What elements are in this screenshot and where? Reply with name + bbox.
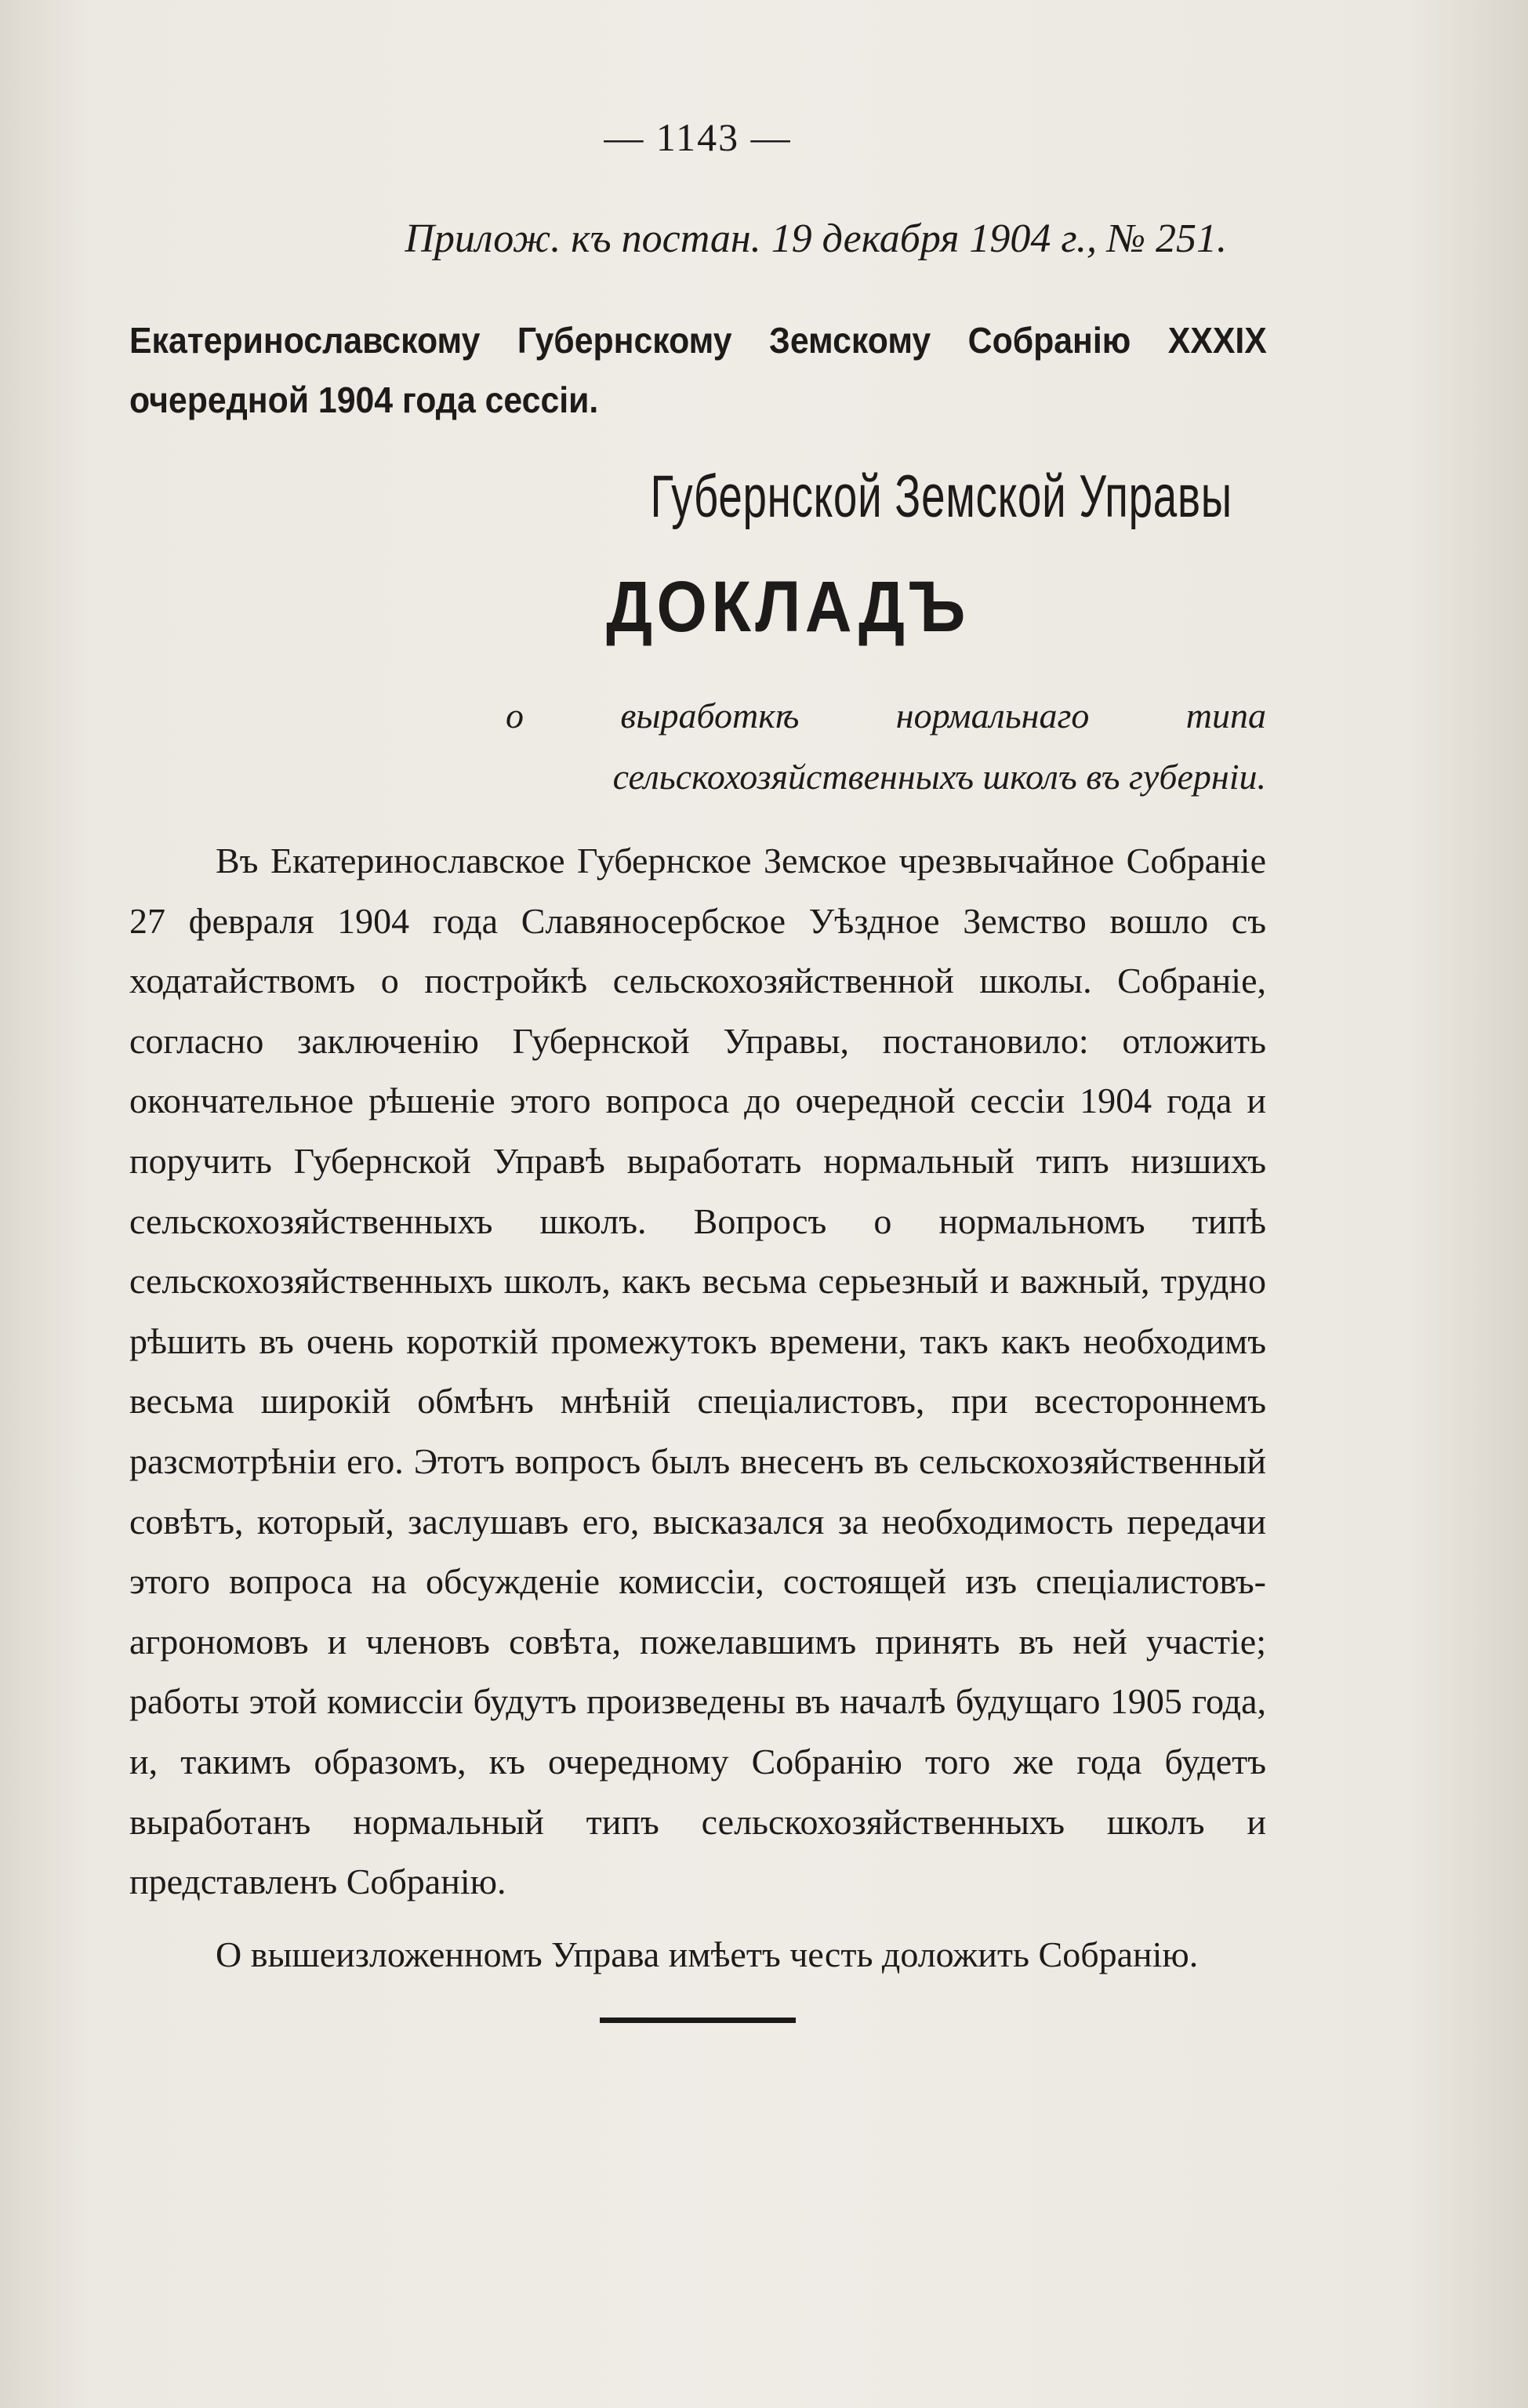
page-number: — 1143 — — [604, 115, 792, 159]
appendix-reference: Прилож. къ постан. 19 декабря 1904 г., № 251. — [405, 216, 1227, 261]
document-title: ДОКЛАДЪ — [606, 567, 970, 647]
closing-rule — [600, 2018, 796, 2023]
addressee-heading: Екатеринославскому Губернскому Земскому Собранію XXXIX очередной 1904 года сессіи. — [129, 320, 1267, 420]
page-content — [129, 110, 1266, 2023]
body-paragraph: Въ Екатеринославское Губернское Земское чрезвычайное Собраніе 27 февраля 1904 года Славяносербское Уѣздное Земство вошло съ ходатайствомъ о постройкѣ сельскохозяйственной школы. Собраніе, согласно заключенію Губернской Управы, постановило: отложить окончательное рѣшеніе этого вопроса до очередной сессіи 1904 года и поручить Губернской Управѣ выработать нормальный типъ низшихъ сельскохозяйственныхъ школъ. Вопросъ о нормальномъ типѣ сельскохозяйственныхъ школъ, какъ весьма серьезный и важный, трудно рѣшить въ очень короткій промежутокъ времени, такъ какъ необходимъ весьма широкій обмѣнъ мнѣній спеціалистовъ, при всестороннемъ разсмотрѣніи его. Этотъ вопросъ былъ внесенъ въ сельскохозяйственный совѣтъ, который, заслушавъ его, высказался за необходимость передачи этого вопроса на обсужденіе комиссіи, состоящей изъ спеціалистовъ-агрономовъ и членовъ совѣта, пожелавшимъ принять въ ней участіе; работы этой комиссіи будутъ произведены въ началѣ будущаго 1905 года, и, такимъ образомъ, къ очередному Собранію того же года будетъ выработанъ нормальный типъ сельскохозяйственныхъ школъ и представленъ Собранію. — [129, 841, 1266, 1902]
body-text — [129, 831, 1266, 1912]
issuer-line: Губернской Земской Управы — [650, 463, 1232, 530]
closing-paragraph: О вышеизложенномъ Управа имѣетъ честь доложить Собранію. — [216, 1934, 1199, 1974]
document-subject: о выработкѣ нормальнаго типа сельскохозяйственныхъ школъ въ губерніи. — [506, 696, 1266, 797]
